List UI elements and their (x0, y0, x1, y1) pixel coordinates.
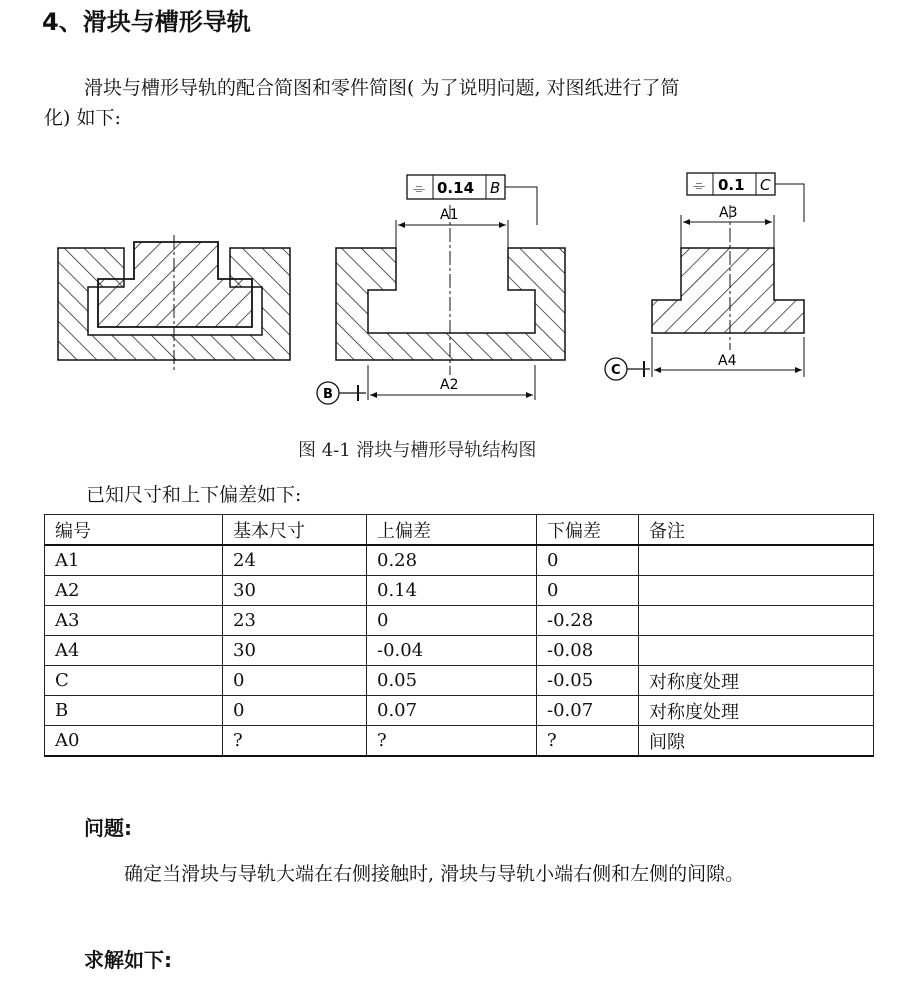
cell-upper-deviation: ? (367, 726, 537, 757)
section-heading: 4、滑块与槽形导轨 (42, 8, 251, 36)
dimension-table (44, 514, 874, 757)
table-row (45, 666, 874, 696)
cell-upper-deviation: 0.28 (367, 545, 537, 576)
cell-lower-deviation: ? (537, 726, 639, 757)
frame1-datum: B (490, 179, 501, 197)
slider-guide-figure (40, 165, 830, 415)
cell-id: A2 (45, 576, 223, 606)
col-header-id: 编号 (45, 515, 223, 546)
cell-remark: 间隙 (639, 726, 874, 757)
cell-id: B (45, 696, 223, 726)
label-a2: A2 (440, 377, 459, 393)
cell-id: A1 (45, 545, 223, 576)
cell-upper-deviation: -0.04 (367, 636, 537, 666)
cell-lower-deviation: -0.08 (537, 636, 639, 666)
symmetry-symbol-icon: ⌯ (413, 179, 426, 197)
table-row (45, 726, 874, 757)
cell-basic-size: 30 (223, 636, 367, 666)
cell-remark (639, 545, 874, 576)
cell-remark (639, 606, 874, 636)
cell-id: C (45, 666, 223, 696)
symmetry-symbol-icon: ⌯ (693, 176, 706, 194)
cell-upper-deviation: 0 (367, 606, 537, 636)
cell-basic-size: ? (223, 726, 367, 757)
assembly-drawing (58, 235, 290, 370)
table-row (45, 576, 874, 606)
col-header-lower-deviation: 下偏差 (537, 515, 639, 546)
cell-remark: 对称度处理 (639, 666, 874, 696)
solution-heading: 求解如下: (84, 948, 172, 972)
cell-upper-deviation: 0.07 (367, 696, 537, 726)
label-a3: A3 (719, 205, 738, 221)
question-body: 确定当滑块与导轨大端在右侧接触时, 滑块与导轨小端右侧和左侧的间隙。 (124, 863, 745, 885)
cell-basic-size: 30 (223, 576, 367, 606)
question-heading: 问题: (84, 816, 132, 840)
cell-id: A4 (45, 636, 223, 666)
cell-id: A0 (45, 726, 223, 757)
cell-basic-size: 0 (223, 666, 367, 696)
cell-lower-deviation: -0.05 (537, 666, 639, 696)
cell-remark (639, 636, 874, 666)
col-header-basic-size: 基本尺寸 (223, 515, 367, 546)
cell-upper-deviation: 0.14 (367, 576, 537, 606)
cell-basic-size: 23 (223, 606, 367, 636)
figure-caption: 图 4-1 滑块与槽形导轨结构图 (298, 440, 537, 461)
table-header-row (45, 515, 874, 546)
cell-lower-deviation: 0 (537, 576, 639, 606)
table-row (45, 606, 874, 636)
datum-c-label: C (611, 363, 621, 378)
table-row (45, 636, 874, 666)
cell-basic-size: 24 (223, 545, 367, 576)
datum-b-label: B (323, 387, 333, 402)
cell-remark: 对称度处理 (639, 696, 874, 726)
frame2-datum: C (760, 176, 771, 194)
table-row (45, 545, 874, 576)
slider-drawing (605, 173, 804, 380)
table-row (45, 696, 874, 726)
intro-line-1: 滑块与槽形导轨的配合简图和零件简图( 为了说明问题, 对图纸进行了简 (84, 77, 680, 99)
cell-lower-deviation: -0.07 (537, 696, 639, 726)
frame2-value: 0.1 (718, 176, 745, 194)
col-header-upper-deviation: 上偏差 (367, 515, 537, 546)
frame1-value: 0.14 (437, 179, 475, 197)
cell-basic-size: 0 (223, 696, 367, 726)
label-a4: A4 (718, 353, 737, 369)
guide-rail-drawing (317, 175, 565, 404)
cell-id: A3 (45, 606, 223, 636)
cell-lower-deviation: -0.28 (537, 606, 639, 636)
cell-remark (639, 576, 874, 606)
known-dimensions-text: 已知尺寸和上下偏差如下: (86, 484, 302, 506)
label-a1: A1 (440, 207, 459, 223)
cell-lower-deviation: 0 (537, 545, 639, 576)
col-header-remark: 备注 (639, 515, 874, 546)
intro-line-2: 化) 如下: (44, 107, 121, 129)
cell-upper-deviation: 0.05 (367, 666, 537, 696)
